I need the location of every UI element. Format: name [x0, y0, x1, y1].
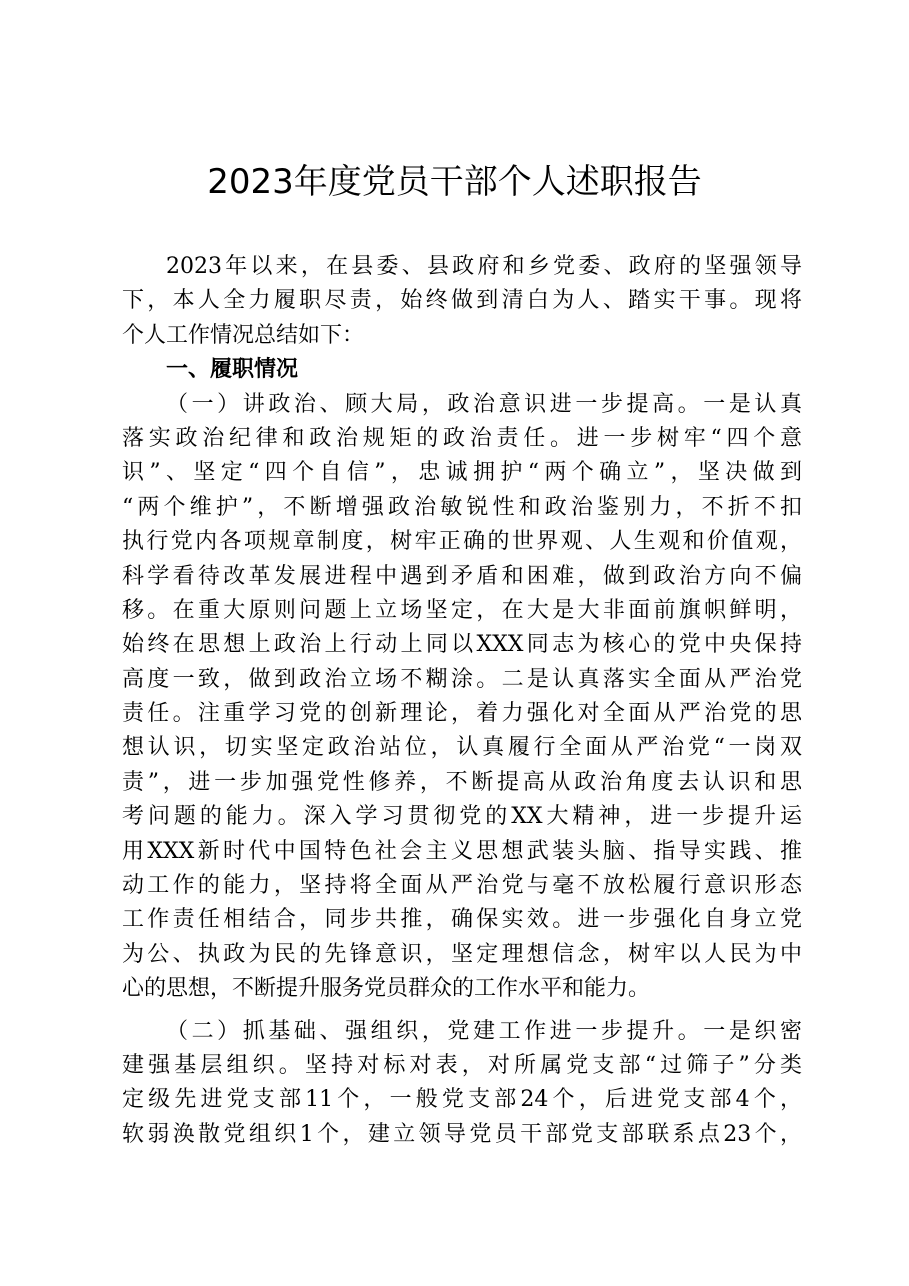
- paragraph-line: 下，本人全力履职尽责，始终做到清白为人、踏实干事。现将: [122, 288, 802, 314]
- paragraph-line: 始终在思想上政治上行动上同以XXX同志为核心的党中央保持: [122, 632, 802, 658]
- section-heading: 一、履职情况: [166, 357, 299, 383]
- paragraph-line: 考问题的能力。深入学习贯彻党的XX大精神，进一步提升运: [122, 804, 802, 830]
- document-title: 2023年度党员干部个人述职报告: [207, 162, 702, 202]
- paragraph-line: 识”、坚定“四个自信”，忠诚拥护“两个确立”，坚决做到: [122, 460, 802, 486]
- paragraph-line: 科学看待改革发展进程中遇到矛盾和困难，做到政治方向不偏: [122, 563, 802, 589]
- paragraph-line: 用XXX新时代中国特色社会主义思想武装头脑、指导实践、推: [122, 838, 802, 864]
- paragraph-line: 责任。注重学习党的创新理论，着力强化对全面从严治党的思: [122, 701, 802, 727]
- paragraph-line: 个人工作情况总结如下：: [122, 322, 365, 348]
- document-body: [122, 250, 802, 1152]
- paragraph-line: 动工作的能力，坚持将全面从严治党与毫不放松履行意识形态: [122, 873, 802, 899]
- paragraph-line: 执行党内各项规章制度，树牢正确的世界观、人生观和价值观，: [122, 529, 802, 555]
- paragraph-line: 高度一致，做到政治立场不糊涂。二是认真落实全面从严治党: [122, 666, 802, 692]
- paragraph-line: 想认识，切实坚定政治站位，认真履行全面从严治党“一岗双: [122, 735, 802, 761]
- paragraph-line: 为公、执政为民的先锋意识，坚定理想信念，树牢以人民为中: [122, 941, 802, 967]
- paragraph-line: 工作责任相结合，同步共推，确保实效。进一步强化自身立党: [122, 907, 802, 933]
- paragraph-line: 2023年以来，在县委、县政府和乡党委、政府的坚强领导: [166, 254, 802, 279]
- paragraph-line: 软弱涣散党组织1个，建立领导党员干部党支部联系点23个，: [122, 1121, 802, 1147]
- paragraph-line: 责”，进一步加强党性修养，不断提高从政治角度去认识和思: [122, 769, 802, 795]
- paragraph-line: （一）讲政治、顾大局，政治意识进一步提高。一是认真: [166, 391, 802, 417]
- paragraph-line: （二）抓基础、强组织，党建工作进一步提升。一是织密: [166, 1018, 802, 1044]
- paragraph-line: 定级先进党支部11个，一般党支部24个，后进党支部4个，: [122, 1087, 802, 1113]
- paragraph-line: 移。在重大原则问题上立场坚定，在大是大非面前旗帜鲜明，: [122, 597, 802, 623]
- paragraph-line: 心的思想，不断提升服务党员群众的工作水平和能力。: [122, 976, 651, 1002]
- paragraph-line: 建强基层组织。坚持对标对表，对所属党支部“过筛子”分类: [122, 1052, 802, 1078]
- paragraph-line: “两个维护”，不断增强政治敏锐性和政治鉴别力，不折不扣: [122, 494, 802, 520]
- paragraph-line: 落实政治纪律和政治规矩的政治责任。进一步树牢“四个意: [122, 425, 802, 451]
